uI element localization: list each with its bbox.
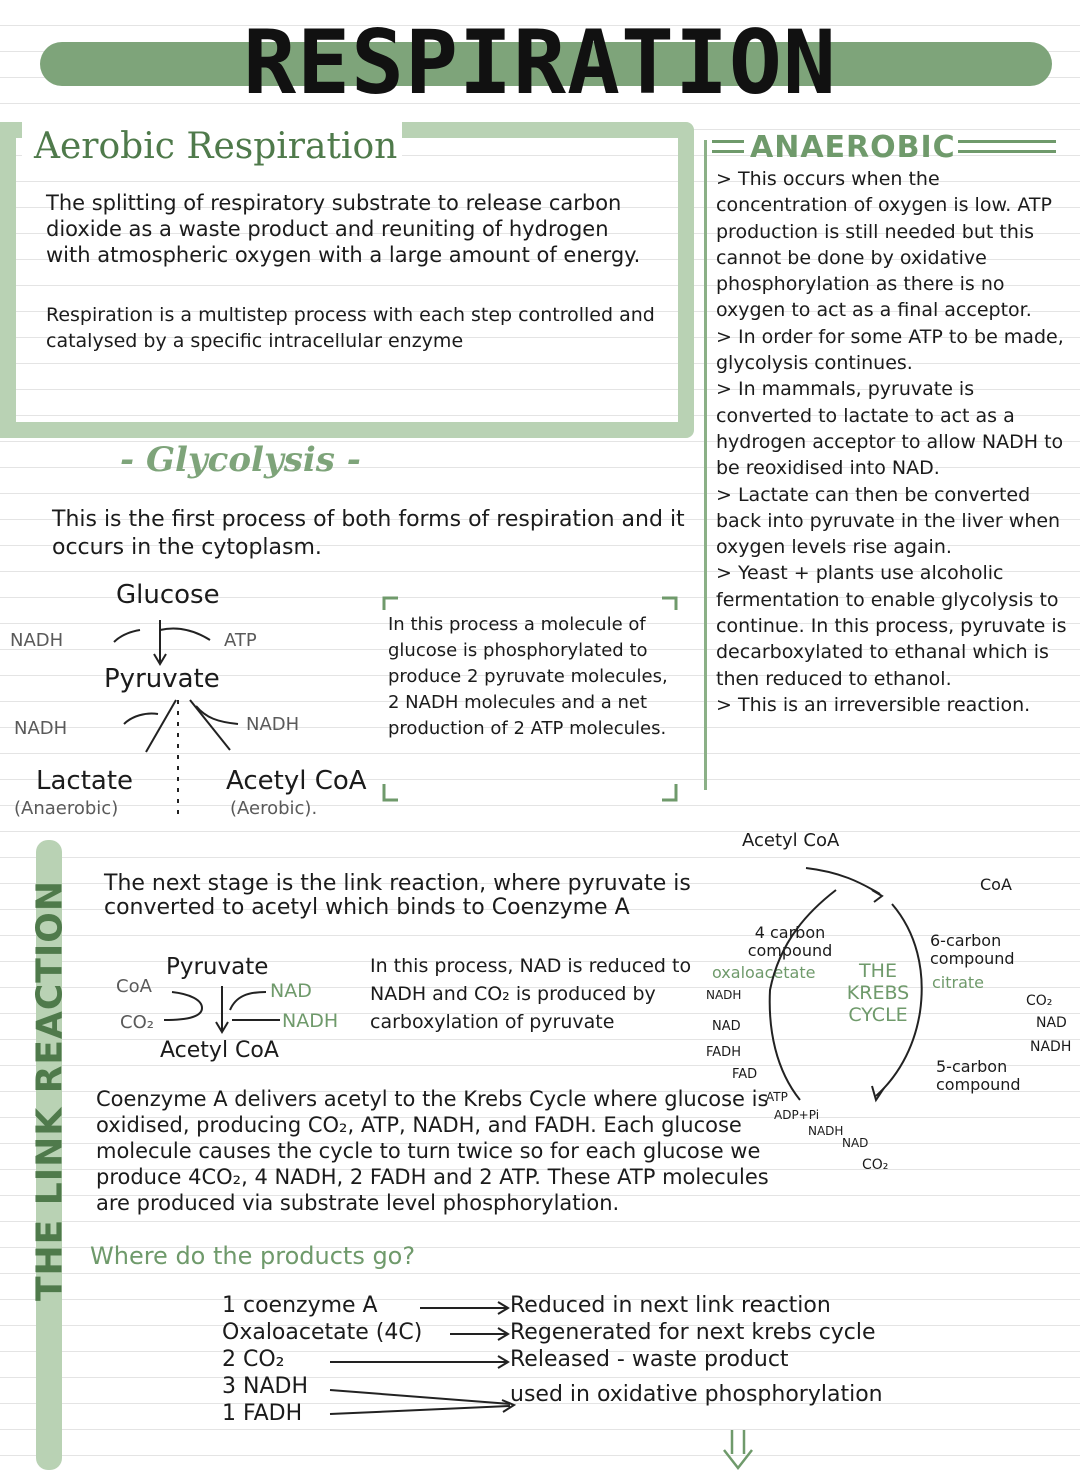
link-side-title: THE LINK REACTION — [29, 880, 71, 1301]
anaerobic-text — [716, 166, 1068, 718]
krebs-adp: ADP+Pi — [774, 1108, 820, 1122]
krebs-nadh-right: NADH — [1030, 1039, 1072, 1055]
glycolysis-process: In this process a molecule of glucose is phosphorylated to produce 2 pyruvate molecules, 2 NADH molecules and a net production of 2 ATP molecules. — [388, 614, 668, 739]
product-item: 1 coenzyme A — [222, 1293, 378, 1318]
anaerobic-para: > In mammals, pyruvate is converted to lactate to act as a hydrogen acceptor to allow NADH to be reoxidised into NAD. — [716, 378, 1064, 480]
krebs-cycle-label: THE KREBS CYCLE — [846, 960, 910, 1026]
lactate-note: (Anaerobic) — [14, 798, 119, 819]
krebs-oxaloacetate: oxaloacetate — [712, 963, 816, 982]
anaerobic-rule-right-2 — [958, 150, 1056, 153]
link-arrows — [150, 980, 290, 1040]
product-result: Reduced in next link reaction — [510, 1293, 831, 1318]
pyruvate-label: Pyruvate — [104, 664, 220, 694]
acetyl-note: (Aerobic). — [230, 798, 318, 819]
anaerobic-para: > This is an irreversible reaction. — [716, 693, 1031, 716]
product-item: 2 CO₂ — [222, 1347, 285, 1372]
anaerobic-side-line — [704, 140, 707, 790]
krebs-nad-left: NAD — [712, 1019, 741, 1034]
product-result: used in oxidative phosphorylation — [510, 1382, 883, 1407]
krebs-co2-right: CO₂ — [1026, 993, 1053, 1009]
products-arrows — [320, 1296, 520, 1426]
krebs-co2-bottom: CO₂ — [862, 1157, 889, 1173]
anaerobic-para: > Yeast + plants use alcoholic fermentation to enable glycolysis to continue. In this process, pyruvate is decarboxylated to ethanal which is then reduced to ethanol. — [716, 562, 1067, 690]
link-pyruvate: Pyruvate — [166, 954, 269, 980]
anaerobic-para: > In order for some ATP to be made, glycolysis continues. — [716, 325, 1064, 375]
krebs-acetyl-coa: Acetyl CoA — [742, 830, 840, 851]
anaerobic-heading: ANAEROBIC — [750, 130, 956, 165]
anaerobic-para: > This occurs when the concentration of oxygen is low. ATP production is still needed but this cannot be done by oxidative phosphorylation as there is no oxygen to act as a final acceptor. — [716, 168, 1052, 322]
krebs-nad-bottom: NAD — [842, 1136, 869, 1150]
nadh-label: NADH — [246, 714, 300, 735]
krebs-citrate: citrate — [932, 973, 985, 992]
krebs-nadh-left: NADH — [706, 988, 742, 1002]
krebs-fadh: FADH — [706, 1045, 741, 1060]
glucose-label: Glucose — [116, 580, 220, 610]
krebs-6-carbon: 6-carbon compound — [930, 931, 1015, 968]
anaerobic-para: > Lactate can then be converted back into pyruvate in the liver when oxygen levels rise again. — [716, 483, 1061, 559]
product-result: Regenerated for next krebs cycle — [510, 1320, 876, 1345]
link-acetyl: Acetyl CoA — [160, 1038, 279, 1063]
krebs-nadh-bottom: NADH — [808, 1124, 844, 1138]
anaerobic-rule-left-2 — [712, 150, 744, 153]
anaerobic-rule-right — [958, 140, 1056, 143]
link-coa: CoA — [116, 976, 152, 997]
aerobic-definition: The splitting of respiratory substrate to release carbon dioxide as a waste product and reuniting of hydrogen with atmospheric oxygen with a large amount of energy. — [46, 191, 641, 267]
krebs-atp: ATP — [766, 1090, 788, 1104]
products-results — [510, 1292, 883, 1408]
product-result: Released - waste product — [510, 1347, 789, 1372]
page-title: RESPIRATION — [243, 11, 837, 114]
glycolysis-intro: This is the first process of both forms of respiration and it occurs in the cytoplasm. — [52, 507, 685, 560]
krebs-coa: CoA — [980, 875, 1012, 894]
glycolysis-arrows — [0, 600, 360, 830]
krebs-4-carbon: 4 carbon compound — [747, 923, 833, 960]
link-nad: NAD — [270, 980, 312, 1002]
product-item: 1 FADH — [222, 1401, 303, 1426]
krebs-nad-right: NAD — [1036, 1015, 1067, 1031]
link-nadh: NADH — [282, 1010, 339, 1032]
products-question: Where do the products go? — [90, 1242, 416, 1270]
nadh-label: NADH — [14, 718, 68, 739]
coenzyme-a-text: Coenzyme A delivers acetyl to the Krebs Cycle where glucose is oxidised, producing CO₂, ATP, NADH, and FADH. Each glucose molecule causes the cycle to turn twice so for each glucose we produce 4CO₂, 4 NADH, 2 FADH and 2 ATP. These ATP molecules are produced via substrate level phosphorylation. — [96, 1087, 769, 1215]
product-item: 3 NADH — [222, 1374, 308, 1399]
glycolysis-heading: - Glycolysis - — [120, 440, 361, 480]
down-arrow-icon — [718, 1428, 758, 1472]
anaerobic-rule-left — [712, 140, 744, 143]
link-intro: The next stage is the link reaction, where pyruvate is converted to acetyl which binds to Coenzyme A — [104, 871, 691, 920]
aerobic-multistep: Respiration is a multistep process with each step controlled and catalysed by a specific intracellular enzyme — [46, 304, 655, 352]
lactate-label: Lactate — [36, 766, 134, 796]
product-item: Oxaloacetate (4C) — [222, 1320, 423, 1345]
link-process: In this process, NAD is reduced to NADH and CO₂ is produced by carboxylation of pyruvate — [370, 955, 692, 1033]
acetyl-coa-label: Acetyl CoA — [226, 766, 367, 796]
nadh-label: NADH — [10, 630, 64, 651]
krebs-fad: FAD — [732, 1067, 758, 1082]
atp-label: ATP — [224, 630, 257, 651]
krebs-5-carbon: 5-carbon compound — [936, 1057, 1021, 1094]
aerobic-heading: Aerobic Respiration — [34, 126, 398, 167]
link-co2: CO₂ — [120, 1012, 154, 1033]
